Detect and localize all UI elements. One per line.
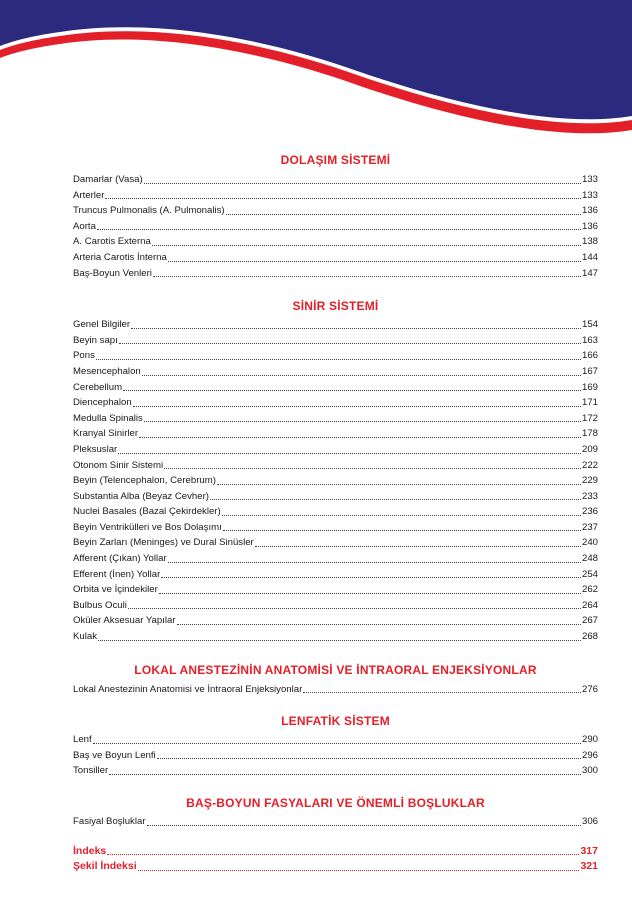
toc-entry[interactable]: A. Carotis Externa 138 xyxy=(73,236,598,248)
toc-entry[interactable]: Fasiyal Boşluklar 306 xyxy=(73,816,598,827)
section-title: DOLAŞIM SİSTEMİ xyxy=(280,153,391,167)
section-title: BAŞ-BOYUN FASYALARI VE ÖNEMLİ BOŞLUKLAR xyxy=(186,796,485,810)
toc-section xyxy=(73,152,598,281)
toc-entry[interactable]: Pleksuslar 209 xyxy=(73,443,598,455)
section-title: LENFATİK SİSTEM xyxy=(281,714,390,729)
toc-entry[interactable]: Beyin Zarları (Meninges) ve Dural Sinüsler 240 xyxy=(73,537,598,549)
toc-entry[interactable]: Kulak 268 xyxy=(73,631,598,643)
toc-entry[interactable]: Lenf 290 xyxy=(73,734,598,746)
toc-entry[interactable]: Efferent (İnen) Yollar 254 xyxy=(73,568,598,580)
toc-entry[interactable]: Arterler 133 xyxy=(73,189,598,201)
toc-entry[interactable]: Genel Bilgiler 154 xyxy=(73,319,598,331)
toc-entry[interactable]: Medulla Spinalis 172 xyxy=(73,412,598,424)
table-of-contents xyxy=(73,146,598,875)
toc-entry[interactable]: Baş ve Boyun Lenfi 296 xyxy=(73,749,598,761)
toc-entry[interactable]: Substantia Alba (Beyaz Cevher) 233 xyxy=(73,490,598,502)
toc-entry[interactable]: Otonom Sinir Sistemi 222 xyxy=(73,459,598,471)
toc-entry[interactable]: Mesencephalon 167 xyxy=(73,365,598,377)
toc-entry[interactable]: Damarlar (Vasa) 133 xyxy=(73,174,598,185)
toc-entry[interactable]: Oküler Aksesuar Yapılar 267 xyxy=(73,615,598,627)
index-links xyxy=(73,844,598,875)
toc-section xyxy=(73,795,598,830)
toc-entry[interactable]: Lokal Anestezinin Anatomisi ve İntraoral Enjeksiyonlar 276 xyxy=(73,683,598,695)
header-wave-banner xyxy=(0,0,632,150)
toc-entry[interactable]: Truncus Pulmonalis (A. Pulmonalis) 136 xyxy=(73,205,598,217)
toc-entry[interactable]: Tonsiller 300 xyxy=(73,765,598,777)
toc-entry[interactable]: Kranyal Sinirler 178 xyxy=(73,428,598,440)
index-entry[interactable]: İndeks 317 xyxy=(73,844,598,857)
toc-entry[interactable]: Baş-Boyun Venleri 147 xyxy=(73,267,598,279)
toc-entry[interactable]: Beyin sapı 163 xyxy=(73,334,598,346)
toc-entry[interactable]: Orbita ve İçindekiler 262 xyxy=(73,584,598,596)
toc-entry[interactable]: Diencephalon 171 xyxy=(73,397,598,409)
toc-entry[interactable]: Aorta 136 xyxy=(73,220,598,232)
toc-entry[interactable]: Nuclei Basales (Bazal Çekirdekler) 236 xyxy=(73,506,598,518)
toc-entry[interactable]: Afferent (Çıkan) Yollar 248 xyxy=(73,553,598,565)
toc-entry[interactable]: Beyin (Telencephalon, Cerebrum) 229 xyxy=(73,475,598,487)
toc-entry[interactable]: Cerebellum 169 xyxy=(73,381,598,393)
toc-section xyxy=(73,662,598,698)
section-title: LOKAL ANESTEZİNİN ANATOMİSİ VE İNTRAORAL ENJEKSİYONLAR xyxy=(134,662,537,677)
toc-entry[interactable]: Arteria Carotis İnterna 144 xyxy=(73,251,598,263)
toc-section xyxy=(73,713,598,779)
toc-entry[interactable]: Pons 166 xyxy=(73,350,598,362)
section-title: SİNİR SİSTEMİ xyxy=(292,299,379,314)
toc-section xyxy=(73,298,598,644)
toc-entry[interactable]: Beyin Ventrikülleri ve Bos Dolaşımı 237 xyxy=(73,521,598,533)
figure-index-entry[interactable]: Şekil İndeksi 321 xyxy=(73,860,598,873)
toc-entry[interactable]: Bulbus Oculi 264 xyxy=(73,599,598,611)
